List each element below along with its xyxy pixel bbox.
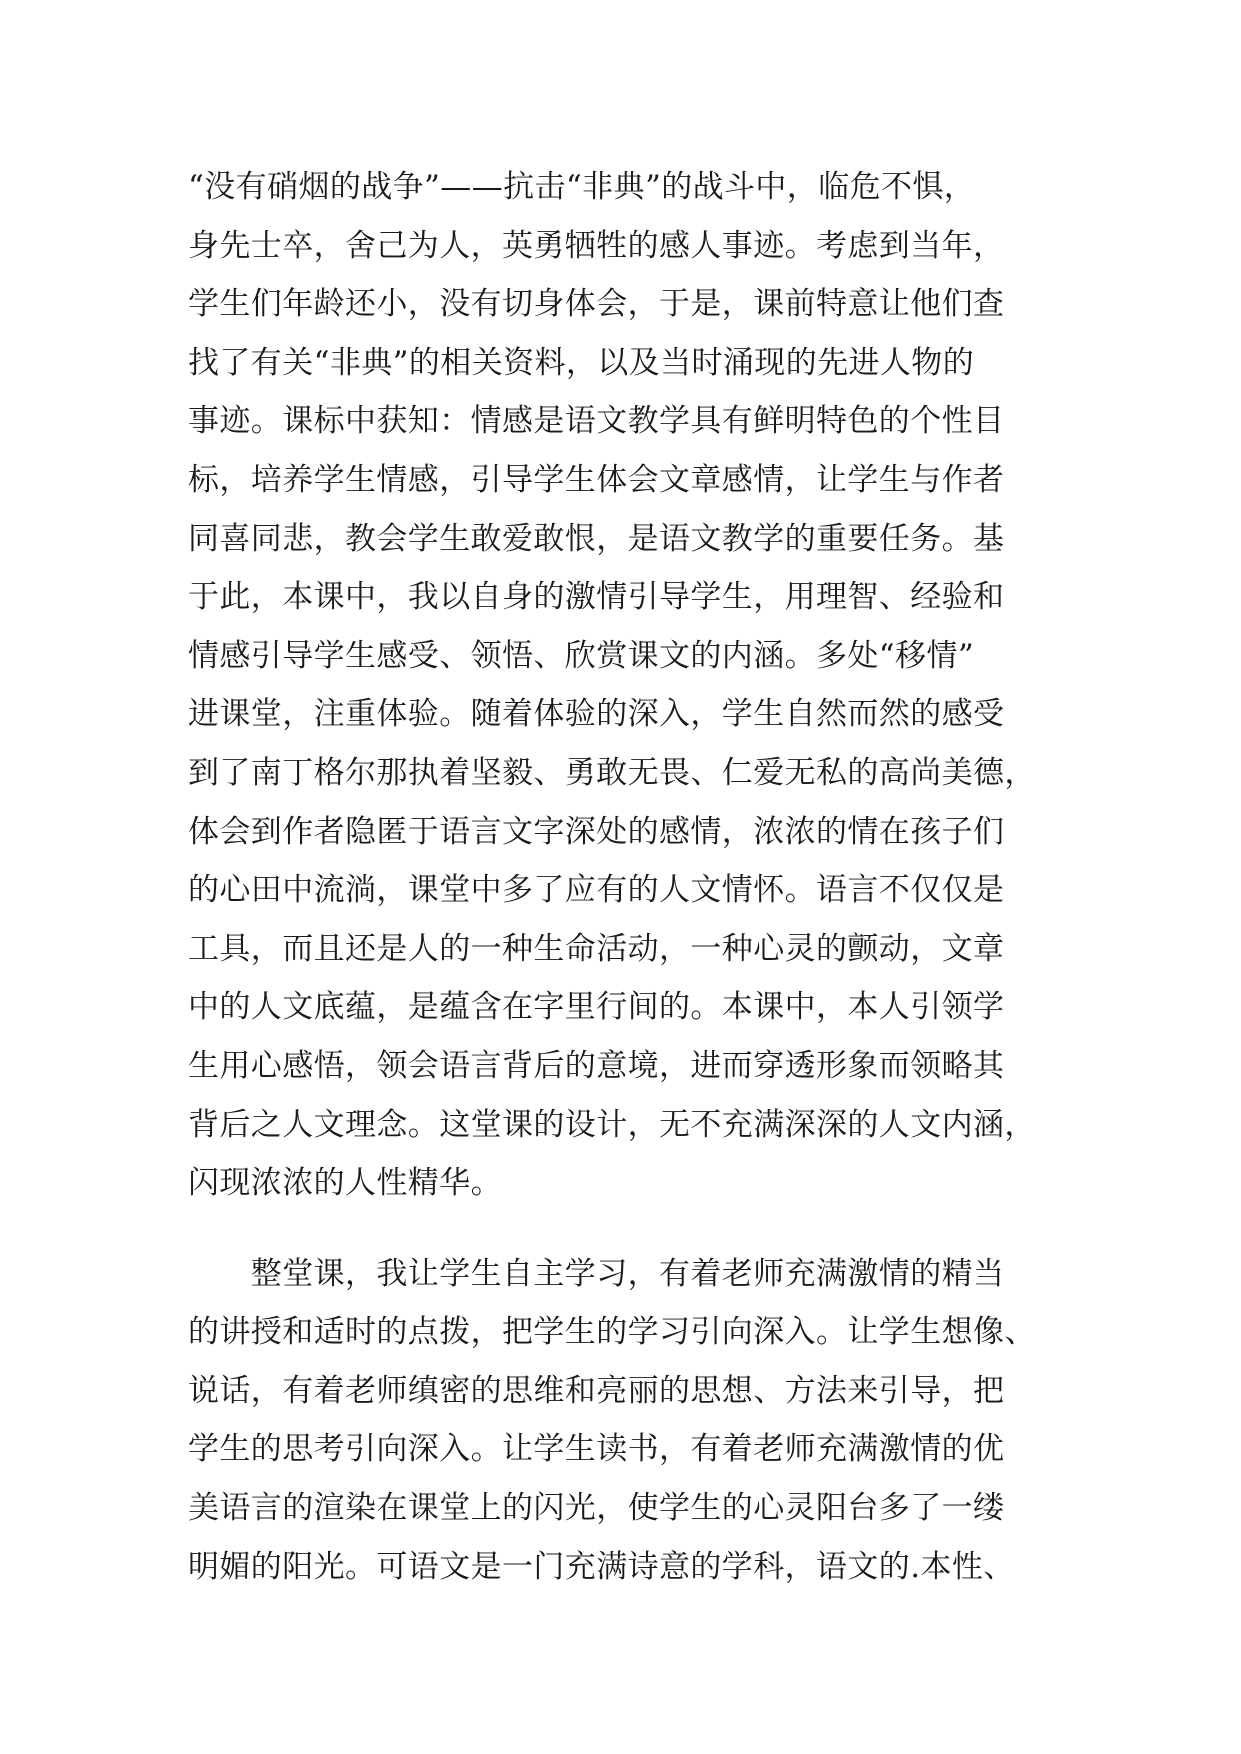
text-line: 工具，而且还是人的一种生命活动，一种心灵的颤动，文章	[188, 930, 1005, 967]
text-line: 于此，本课中，我以自身的激情引导学生，用理智、经验和	[188, 579, 1005, 616]
text-line: 进课堂，注重体验。随着体验的深入，学生自然而然的感受	[188, 696, 1005, 733]
text-line: 找了有关“非典”的相关资料，以及当时涌现的先进人物的	[188, 344, 975, 381]
paragraph-gap	[188, 1213, 1068, 1245]
text-line: “没有硝烟的战争”——抗击“非典”的战斗中，临危不惧，	[188, 169, 976, 205]
text-line: 学生们年龄还小，没有切身体会，于是，课前特意让他们查	[188, 286, 1005, 323]
text-line: 同喜同悲，教会学生敢爱敢恨，是语文教学的重要任务。基	[188, 520, 1005, 557]
text-line: 身先士卒，舍己为人，英勇牺牲的感人事迹。考虑到当年，	[188, 227, 1005, 264]
paragraph-2	[188, 1245, 1068, 1597]
text-line: 美语言的渲染在课堂上的闪光，使学生的心灵阳台多了一缕	[188, 1490, 1005, 1527]
text-line: 中的人文底蕴，是蕴含在字里行间的。本课中，本人引领学	[188, 989, 1005, 1026]
text-line: 背后之人文理念。这堂课的设计，无不充满深深的人文内涵，	[188, 1106, 1036, 1143]
paragraph-1	[188, 158, 1068, 1213]
text-line: 整堂课，我让学生自主学习，有着老师充满激情的精当	[188, 1255, 1005, 1292]
text-line: 标，培养学生情感，引导学生体会文章感情，让学生与作者	[188, 461, 1005, 498]
text-line: 说话，有着老师缜密的思维和亮丽的思想、方法来引导，把	[188, 1372, 1005, 1409]
text-line: 明媚的阳光。可语文是一门充满诗意的学科，语文的.本性、	[188, 1548, 1015, 1585]
text-line: 事迹。课标中获知：情感是语文教学具有鲜明特色的个性目	[188, 403, 1005, 440]
text-line: 闪现浓浓的人性精华。	[188, 1165, 502, 1202]
text-line: 的讲授和适时的点拨，把学生的学习引向深入。让学生想像、	[188, 1314, 1036, 1351]
text-line: 的心田中流淌，课堂中多了应有的人文情怀。语言不仅仅是	[188, 872, 1005, 909]
document-body	[188, 158, 1068, 1596]
text-line: 生用心感悟，领会语言背后的意境，进而穿透形象而领略其	[188, 1047, 1005, 1084]
text-line: 体会到作者隐匿于语言文字深处的感情，浓浓的情在孩子们	[188, 813, 1005, 850]
text-line: 情感引导学生感受、领悟、欣赏课文的内涵。多处“移情”	[188, 637, 975, 674]
text-line: 学生的思考引向深入。让学生读书，有着老师充满激情的优	[188, 1431, 1005, 1468]
text-line: 到了南丁格尔那执着坚毅、勇敢无畏、仁爱无私的高尚美德，	[188, 754, 1036, 791]
